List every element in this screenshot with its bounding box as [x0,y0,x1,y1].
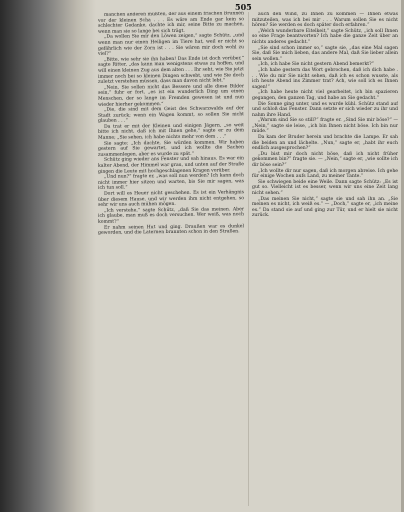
paragraph: „Da wollen Sie mir den Löwen zeigen,“ sagte Schütz, „und wenn man nur einen Heiligen im Tiere hat, weil er nicht so gefährlich wie der Zorn ist . . . Sie wären mir doch wohl zu viel?“ [98,33,244,57]
paragraph: auch den Wind, zu Ihnen zu kommen — Ihnen etwas mitzuteilen, was ich bei mir . . . Warum sollen Sie es nicht hören? Sie werden es doch später doch erfahren.“ [252,12,398,29]
paragraph: „Die, die sind mit dem Geist des Schwarzwalds auf der Stadt zurück; wenn ein Wagen kommt, so sollen Sie nicht glauben . . .“ [98,106,244,125]
paragraph: „Ich wollte dir nur sagen, daß ich morgen abreise. Ich gehe für einige Wochen aufs Land, zu meiner Tante.“ [252,168,398,180]
paragraph: Dort will es Heuer nicht geschehen. Es ist ein Verhängnis über diesem Hause, und wir werden ihm nicht entgehen, so sehr wir uns auch mühen mögen. [98,190,244,208]
paragraph: „Ich habe gestern das Wort gebrochen, daß ich dich habe . . . Wie du mir Sie nicht sehen, daß ich es schon wusste, als ich heute Abend ins Zimmer trat? Ach, wie soll ich es Ihnen sagen!“ [252,67,398,90]
paragraph: manchen anderen müßten, der aus einem frischen Brunnen vor der kleinen Scha . . . Es wäre am Ende gar kein so schlechter Gedanke, dachte ich mir, seine Bitte zu machen, wenn man sie so lange bei sich trägt. [98,11,244,35]
book-spine-shadow [0,0,96,512]
left-text-column [98,11,244,503]
paragraph: „Nein, Sie sollen nicht das Bessere und alle diese Bilder sein,“ fuhr er fort, „es ist ein wunderlich Ding um einen Menschen, der so lange im Fremden gewesen ist und nun wieder hierher gekommen.“ [98,83,244,108]
right-text-column [252,12,398,502]
paragraph: Die Sonne ging unter, und es wurde kühl. Schütz stand auf und schloß das Fenster. Dann setzte er sich wieder zu ihr und nahm ihre Hand. [252,101,398,118]
paragraph: „Ich verstehe,“ sagte Schütz, „daß Sie das meinen. Aber ich glaube, man muß es doch versuchen. Wer weiß, was noch kommt?“ [98,207,244,225]
paragraph: Da kam der Bruder herein und brachte die Lampe. Er sah die beiden an und lächelte. „Nun,“ sagte er, „habt ihr euch endlich ausgesprochen?“ [252,135,398,152]
paragraph: „Sie sind schon immer so,“ sagte sie, „das eine Mal sagen Sie, daß Sie mich lieben, das andere Mal, daß Sie lieber allein sein wollen.“ [252,45,398,62]
paragraph: Sie sagte: „Ich dachte, Sie würden kommen. Wir haben gestern auf Sie gewartet, und ich wollte die Sachen zusammenlegen, aber es wurde zu spät.“ [98,139,244,158]
paragraph: „Das meinen Sie nicht,“ sagte sie und sah ihn an. „Sie meinen es nicht, ich weiß es.“ — „Doch,“ sagte er, „ich meine es.“ Da stand sie auf und ging zur Tür, und er hielt sie nicht zurück. [252,196,398,219]
paragraph: „Welch wunderbare Eitelkeit,“ sagte Schütz, „ich soll Ihnen so eine Frage beantworten? Ich habe die ganze Zeit über an nichts anderes gedacht.“ [252,28,398,45]
paragraph: „Bitte, wie sehr sie ihn haben! Das Ende ist doch vorüber,“ sagte Ritter, „das kann man wenigstens etwas zu hoffen, und will einen kleinen Zug aus dem alten . . . Ihr seht, wie Sie jetzt immer noch bei so kleinen Dingen schwebt, und wie Sie doch zuletzt verstehen müssen, dass man davon nicht lebt.“ [98,55,244,85]
paragraph: Schütz ging wieder ans Fenster und sah hinaus. Es war ein kalter Abend, der Himmel war grau, und unten auf der Straße gingen die Leute mit hochgeschlagenen Kragen vorüber. [98,156,244,175]
paragraph: Sie schwiegen beide eine Weile. Dann sagte Schütz: „Es ist gut so. Vielleicht ist es besser, wenn wir uns eine Zeit lang nicht sehen.“ [252,179,398,196]
page-number: 505 [235,2,252,12]
column-divider [248,12,249,506]
paragraph: „Warum sind Sie so still?“ fragte er. „Sind Sie mir böse?“ — „Nein,“ sagte sie leise, „ich bin Ihnen nicht böse. Ich bin nur müde.“ [252,118,398,135]
paragraph: Da trat er mit der Kleinen und einigen Jägern, „so weit bitte ich nicht, daß ich mit Ihnen gehe,“ sagte er zu dem Manne; „Sie sehen, ich habe nichts mehr von dem . . .“ [98,123,244,141]
paragraph: „Ich habe heute nicht viel gearbeitet, ich bin spazieren gegangen, den ganzen Tag, und habe an Sie gedacht.“ [252,90,398,101]
paragraph: Er nahm seinen Hut und ging. Draußen war es dunkel geworden, und die Laternen brannten schon in den Straßen. [98,223,244,236]
paragraph: „Und nun?“ fragte er, „was soll nun werden? Ich kann doch nicht immer hier sitzen und warten, bis Sie mir sagen, was ich tun soll.“ [98,173,244,192]
paragraph: „Ich, ich habe Sie nicht gestern Abend bemerkt?“ [258,62,374,68]
paragraph: „Du bist mir doch nicht böse, daß ich nicht früher gekommen bin?“ fragte sie. — „Nein,“ sagte er, „wie sollte ich dir böse sein?“ [252,151,398,169]
